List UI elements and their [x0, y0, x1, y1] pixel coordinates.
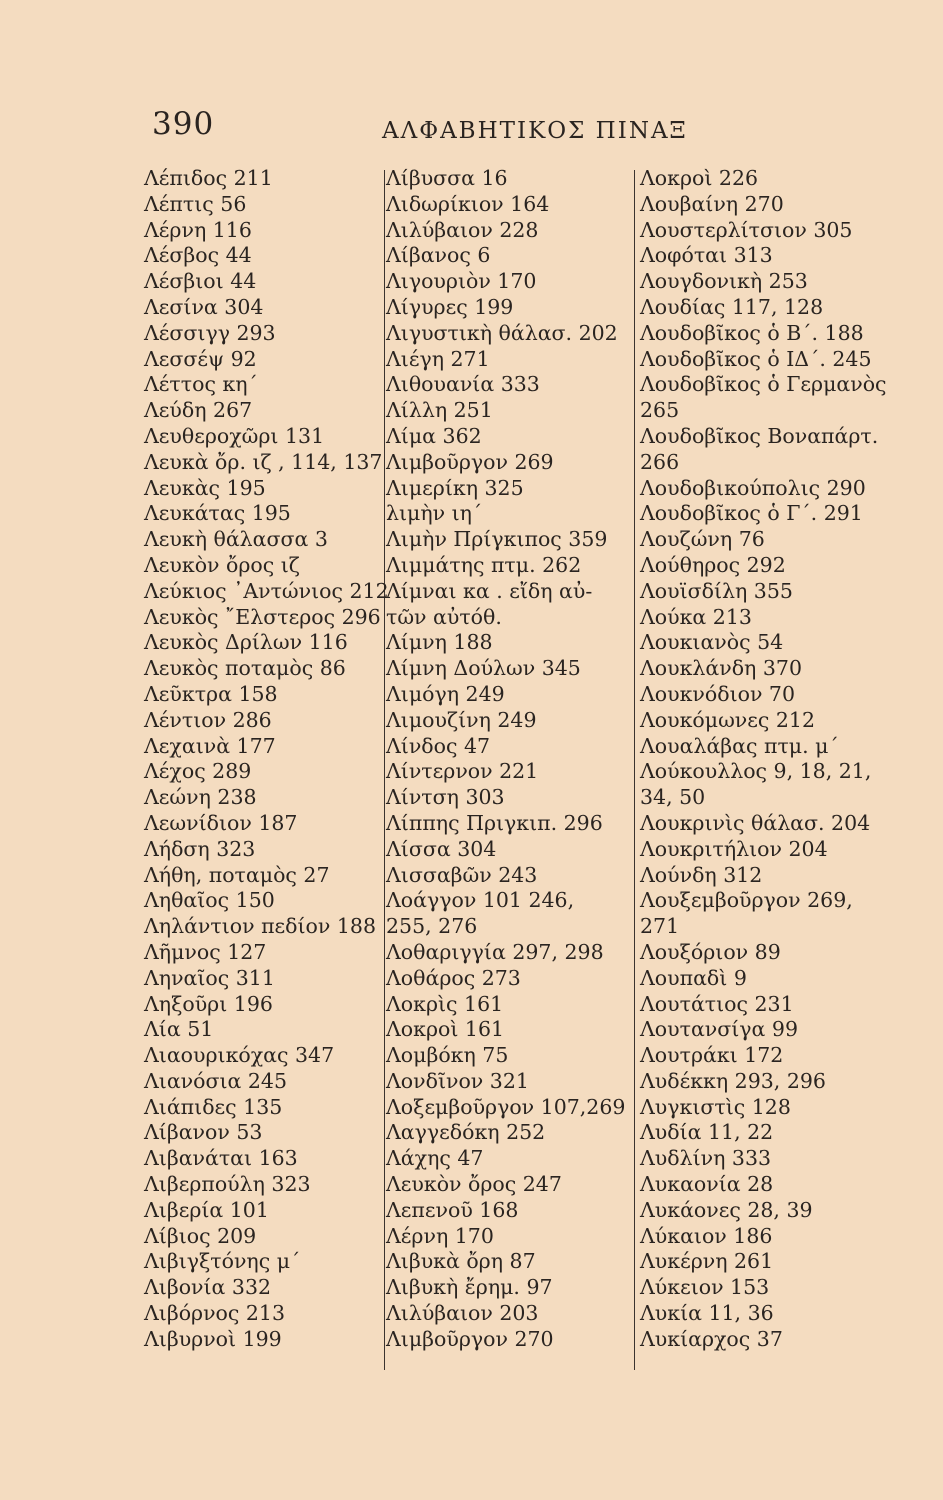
index-entry: Λευκὸς ποταμὸς 86 — [144, 656, 346, 681]
index-entry: Λιμόγη 249 — [386, 681, 505, 706]
index-entry: 34, 50 — [640, 785, 706, 810]
index-entry: Λοάγγον 101 246, — [386, 888, 575, 913]
index-entry: Λαγγεδόκη 252 — [386, 1120, 546, 1145]
index-entry: Λιμουζίνη 249 — [386, 707, 537, 732]
index-entry: Λιμερίκη 325 — [386, 475, 524, 500]
index-entry: Λίγυρες 199 — [386, 294, 514, 319]
index-entry: Λευκάτας 195 — [144, 501, 291, 526]
index-entry: Ληξοῦρι 196 — [144, 991, 273, 1016]
index-entry: Λήδση 323 — [144, 836, 256, 861]
index-entry: Λυδέκκη 293, 296 — [640, 1068, 826, 1093]
index-entry: Λιδωρίκιον 164 — [386, 191, 550, 216]
index-entry: Λομβόκη 75 — [386, 1043, 509, 1068]
index-entry: Λῆμνος 127 — [144, 939, 267, 964]
index-entry: λιμὴν ιη΄ — [386, 501, 483, 526]
index-entry: τῶν αὐτόθ. — [386, 604, 502, 629]
index-entry: Ληναῖος 311 — [144, 965, 275, 990]
index-entry: Λευθεροχῶρι 131 — [144, 423, 325, 448]
index-entry: Λουκλάνδη 370 — [640, 656, 802, 681]
index-entry: Λοκροὶ 161 — [386, 1017, 505, 1042]
index-entry: Λεῦκτρα 158 — [144, 681, 278, 706]
index-column-3 — [640, 166, 887, 1353]
index-entry: Λούκα 213 — [640, 604, 752, 629]
index-entry: Λουτάτιος 231 — [640, 991, 794, 1016]
index-entry: Λεπενοῦ 168 — [386, 1197, 519, 1222]
index-entry: Λήθη, ποταμὸς 27 — [144, 862, 330, 887]
index-entry: Λιλύβαιον 203 — [386, 1301, 539, 1326]
index-entry: Λεσίνα 304 — [144, 294, 264, 319]
index-entry: Λιανόσια 245 — [144, 1068, 288, 1093]
index-entry: Λοθαριγγία 297, 298 — [386, 939, 604, 964]
index-entry: Λιβυρνοὶ 199 — [144, 1326, 282, 1351]
index-entry: Λιαουρικόχας 347 — [144, 1043, 335, 1068]
index-entry: Λουκνόδιον 70 — [640, 681, 796, 706]
index-entry: Λούθηρος 292 — [640, 552, 786, 577]
index-entry: Λουκόμωνες 212 — [640, 707, 816, 732]
index-entry: Λιβιγξτόνης μ΄ — [144, 1249, 301, 1274]
index-entry: Λουκιανὸς 54 — [640, 630, 784, 655]
index-entry: Λιβανάται 163 — [144, 1146, 298, 1171]
index-entry: Λιβερπούλη 323 — [144, 1172, 311, 1197]
index-entry: Λιέγη 271 — [386, 346, 490, 371]
index-entry: Λευκὸς ῎Ελστερος 296 — [144, 604, 381, 629]
index-entry: Λυκάονες 28, 39 — [640, 1197, 813, 1222]
index-entry: Λεύδη 267 — [144, 398, 253, 423]
index-entry: Λουδοβῖκος ὁ ΙΔ΄. 245 — [640, 346, 872, 371]
index-entry: Λίντση 303 — [386, 785, 505, 810]
index-entry: Λεχαινὰ 177 — [144, 733, 276, 758]
index-entry: Λιβυκὴ ἔρημ. 97 — [386, 1275, 553, 1300]
index-entry: Λίππης Πριγκιπ. 296 — [386, 810, 603, 835]
index-entry: Λιγουριὸν 170 — [386, 269, 537, 294]
index-entry: Λευκὴ θάλασσα 3 — [144, 527, 328, 552]
index-entry: Λουζώνη 76 — [640, 527, 765, 552]
index-entry: Λιμβοῦργον 269 — [386, 449, 554, 474]
index-entry: Λιμμάτης πτμ. 262 — [386, 552, 582, 577]
index-entry: Λυκίαρχος 37 — [640, 1326, 783, 1351]
index-entry: Λουαλάβας πτμ. μ΄ — [640, 733, 839, 758]
index-entry: Λεσσέψ 92 — [144, 346, 257, 371]
index-entry: Λέσσιγγ 293 — [144, 320, 276, 345]
index-entry: Λάχης 47 — [386, 1146, 484, 1171]
index-entry: Λουκρινὶς θάλασ. 204 — [640, 810, 871, 835]
index-entry: Λουξόριον 89 — [640, 939, 781, 964]
index-entry: Λέντιον 286 — [144, 707, 272, 732]
index-entry: Λέρνη 116 — [144, 217, 252, 242]
index-entry: Λίλλη 251 — [386, 398, 493, 423]
index-entry: Λέρνη 170 — [386, 1223, 494, 1248]
index-entry: Λύκαιον 186 — [640, 1223, 773, 1248]
index-entry: Λούκουλλος 9, 18, 21, — [640, 759, 872, 784]
index-entry: Λιμὴν Πρίγκιπος 359 — [386, 527, 608, 552]
index-entry: Λία 51 — [144, 1017, 214, 1042]
index-entry: Λιβερία 101 — [144, 1197, 269, 1222]
index-entry: Λυδλίνη 333 — [640, 1146, 772, 1171]
index-entry: Λίβανον 53 — [144, 1120, 263, 1145]
index-entry: Λευκὸν ὄρος 247 — [386, 1172, 562, 1197]
index-entry: Λουβαίνη 270 — [640, 191, 784, 216]
index-entry: Λουξεμβοῦργον 269, — [640, 888, 853, 913]
index-entry: Λεώνη 238 — [144, 785, 257, 810]
index-entry: 271 — [640, 914, 680, 939]
index-entry: Λίνδος 47 — [386, 733, 491, 758]
index-entry: Λισσαβῶν 243 — [386, 862, 538, 887]
index-entry: Λιθουανία 333 — [386, 372, 540, 397]
index-entry: Λιβυκὰ ὄρη 87 — [386, 1249, 536, 1274]
index-entry: Λιβόρνος 213 — [144, 1301, 286, 1326]
index-entry: Λουδοβῖκος Βοναπάρτ. — [640, 423, 879, 448]
index-entry: Λιλύβαιον 228 — [386, 217, 539, 242]
index-entry: Λέχος 289 — [144, 759, 252, 784]
index-entry: Λουδίας 117, 128 — [640, 294, 824, 319]
index-entry: Λουϊσδίλη 355 — [640, 578, 793, 603]
index-entry: Λευκὰς 195 — [144, 475, 266, 500]
index-entry: Λίντερνον 221 — [386, 759, 539, 784]
index-entry: Λουστερλίτσιον 305 — [640, 217, 853, 242]
index-entry: Λίβανος 6 — [386, 243, 491, 268]
index-entry: Ληθαῖος 150 — [144, 888, 275, 913]
index-entry: Λιγυστικὴ θάλασ. 202 — [386, 320, 618, 345]
index-entry: 255, 276 — [386, 914, 478, 939]
index-entry: Λοφόται 313 — [640, 243, 773, 268]
index-entry: Λέσβιοι 44 — [144, 269, 257, 294]
index-entry: Λίβιος 209 — [144, 1223, 257, 1248]
index-entry: Λευκὸς Δρίλων 116 — [144, 630, 348, 655]
index-entry: Λοκροὶ 226 — [640, 166, 759, 190]
index-entry: Λουδοβικούπολις 290 — [640, 475, 866, 500]
index-entry: Λίσσα 304 — [386, 836, 497, 861]
index-entry: Λουτανσίγα 99 — [640, 1017, 798, 1042]
index-entry: Λίμνη Δούλων 345 — [386, 656, 581, 681]
index-entry: Λουπαδὶ 9 — [640, 965, 747, 990]
page-number: 390 — [152, 106, 215, 142]
index-entry: 266 — [640, 449, 680, 474]
index-entry: Ληλάντιον πεδίον 188 — [144, 914, 377, 939]
index-entry: Λύκειον 153 — [640, 1275, 770, 1300]
index-entry: Λευκὸν ὄρος ιζ — [144, 552, 300, 577]
column-divider — [634, 170, 635, 1370]
index-entry: Λουγδονικὴ 253 — [640, 269, 808, 294]
index-entry: Λουκριτήλιον 204 — [640, 836, 828, 861]
index-entry: Λουδοβῖκος ὁ Γερμανὸς — [640, 372, 887, 397]
index-entry: Λυκία 11, 36 — [640, 1301, 774, 1326]
index-column-2 — [386, 166, 631, 1353]
index-entry: Λέσβος 44 — [144, 243, 252, 268]
index-entry: Λέττος κη΄ — [144, 372, 258, 397]
index-entry: Λεύκιος ᾿Αντώνιος 212 — [144, 578, 389, 603]
index-entry: Λουδοβῖκος ὁ Β΄. 188 — [640, 320, 864, 345]
index-entry: Λίμα 362 — [386, 423, 482, 448]
index-column-1 — [144, 166, 389, 1353]
index-entry: Λούνδη 312 — [640, 862, 763, 887]
index-entry: Λυκέρνη 261 — [640, 1249, 774, 1274]
index-entry: Λυγκιστὶς 128 — [640, 1094, 791, 1119]
index-entry: Λουδοβῖκος ὁ Γ΄. 291 — [640, 501, 863, 526]
index-entry: Λίμναι κα . εἴδη αὐ- — [386, 578, 593, 603]
index-entry: Λευκὰ ὄρ. ιζ , 114, 137 — [144, 449, 383, 474]
index-entry: Λουτράκι 172 — [640, 1043, 784, 1068]
index-entry: Λιάπιδες 135 — [144, 1094, 283, 1119]
column-divider — [384, 170, 385, 1370]
index-entry: Λοξεμβοῦργον 107,269 — [386, 1094, 626, 1119]
index-entry: Λονδῖνον 321 — [386, 1068, 529, 1093]
index-entry: Λιμβοῦργον 270 — [386, 1326, 554, 1351]
index-entry: Λοθάρος 273 — [386, 965, 521, 990]
index-entry: Λιβονία 332 — [144, 1275, 272, 1300]
page-title: ΑΛΦΑΒΗΤΙΚΟΣ ΠΙΝΑΞ — [382, 118, 688, 144]
index-entry: Λίβυσσα 16 — [386, 166, 508, 190]
index-entry: Λυδία 11, 22 — [640, 1120, 774, 1145]
index-entry: Λέπτις 56 — [144, 191, 247, 216]
index-entry: 265 — [640, 398, 680, 423]
index-entry: Λεωνίδιον 187 — [144, 810, 298, 835]
index-entry: Λυκαονία 28 — [640, 1172, 774, 1197]
index-entry: Λοκρὶς 161 — [386, 991, 504, 1016]
index-entry: Λέπιδος 211 — [144, 166, 273, 190]
index-entry: Λίμνη 188 — [386, 630, 493, 655]
